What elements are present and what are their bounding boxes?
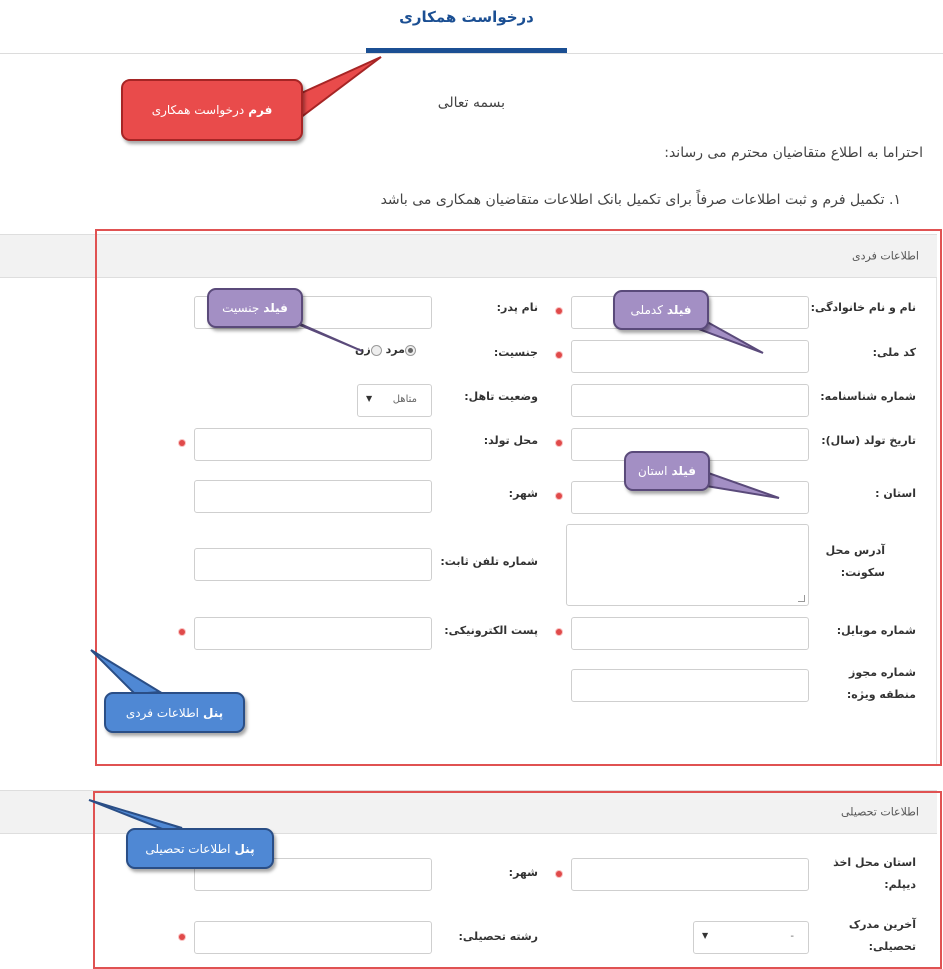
province-field-callout — [624, 451, 710, 491]
father-name-label: نام پدر: — [496, 301, 538, 314]
callout-bold: فیلد — [666, 303, 692, 317]
zone-permit-label: شماره مجوز منطقه ویژه: — [846, 666, 916, 701]
form-callout — [121, 79, 303, 141]
education-callout-pointer — [89, 800, 182, 830]
greeting-text: احتراما به اطلاع متقاضیان محترم می رساند: — [664, 145, 923, 161]
personal-callout-pointer — [91, 650, 160, 694]
gender-male-label: مرد — [385, 343, 405, 356]
marital-selected-value: متاهل — [392, 394, 417, 405]
province-callout-pointer — [700, 470, 779, 498]
callout-bold: پنل — [234, 841, 255, 856]
callout-bold: فیلد — [671, 464, 697, 478]
gender-label: جنسیت: — [493, 346, 538, 359]
personal-panel-callout — [104, 692, 245, 733]
major-label: رشته تحصیلی: — [458, 930, 538, 943]
page-title: درخواست همکاری — [399, 8, 534, 26]
phone-label: شماره تلفن ثابت: — [440, 555, 538, 568]
marital-label: وضعیت تاهل: — [464, 390, 538, 403]
last-degree-label: آخرین مدرک تحصیلی: — [848, 918, 916, 953]
city-label: شهر: — [508, 487, 538, 500]
email-label: پست الکترونیکی: — [444, 624, 538, 637]
id-number-label: شماره شناسنامه: — [820, 390, 916, 403]
callout-text: اطلاعات فردی — [125, 705, 199, 720]
basmala-text: بسمه تعالی — [437, 95, 505, 111]
callout-text: درخواست همکاری — [151, 103, 245, 117]
degree-selected-value: - — [790, 931, 794, 942]
chevron-down-icon: ▼ — [366, 394, 373, 403]
education-panel-callout — [126, 828, 274, 869]
full-name-label: نام و نام خانوادگی: — [810, 301, 916, 314]
callout-text: کدملی — [630, 303, 663, 317]
education-city-label: شهر: — [508, 866, 538, 879]
province-label: استان : — [875, 487, 916, 500]
education-panel-title: اطلاعات تحصیلی — [841, 805, 919, 819]
callout-bold: پنل — [202, 705, 224, 720]
diploma-province-label: استان محل اخذ دیپلم: — [833, 856, 916, 891]
address-label: آدرس محل سکونت: — [825, 544, 885, 579]
personal-panel-title: اطلاعات فردی — [852, 249, 919, 263]
birth-place-label: محل تولد: — [483, 434, 538, 447]
callout-text: جنسیت — [222, 301, 260, 315]
chevron-down-icon: ▼ — [702, 931, 709, 940]
gender-female-label: زن — [355, 343, 371, 356]
callout-text: اطلاعات تحصیلی — [145, 841, 231, 856]
callout-bold: فیلد — [263, 301, 288, 315]
mobile-label: شماره موبایل: — [836, 624, 916, 637]
birth-year-label: تاریخ تولد (سال): — [821, 434, 916, 447]
national-field-callout — [613, 290, 709, 330]
callout-text: استان — [637, 464, 668, 478]
form-note-text: ۱. تکمیل فرم و ثبت اطلاعات صرفاً برای تکمیل بانک اطلاعات متقاضیان همکاری می باشد — [380, 192, 901, 208]
callout-bold: فرم — [248, 103, 273, 117]
national-code-label: کد ملی: — [872, 346, 916, 359]
gender-field-callout — [207, 288, 303, 328]
